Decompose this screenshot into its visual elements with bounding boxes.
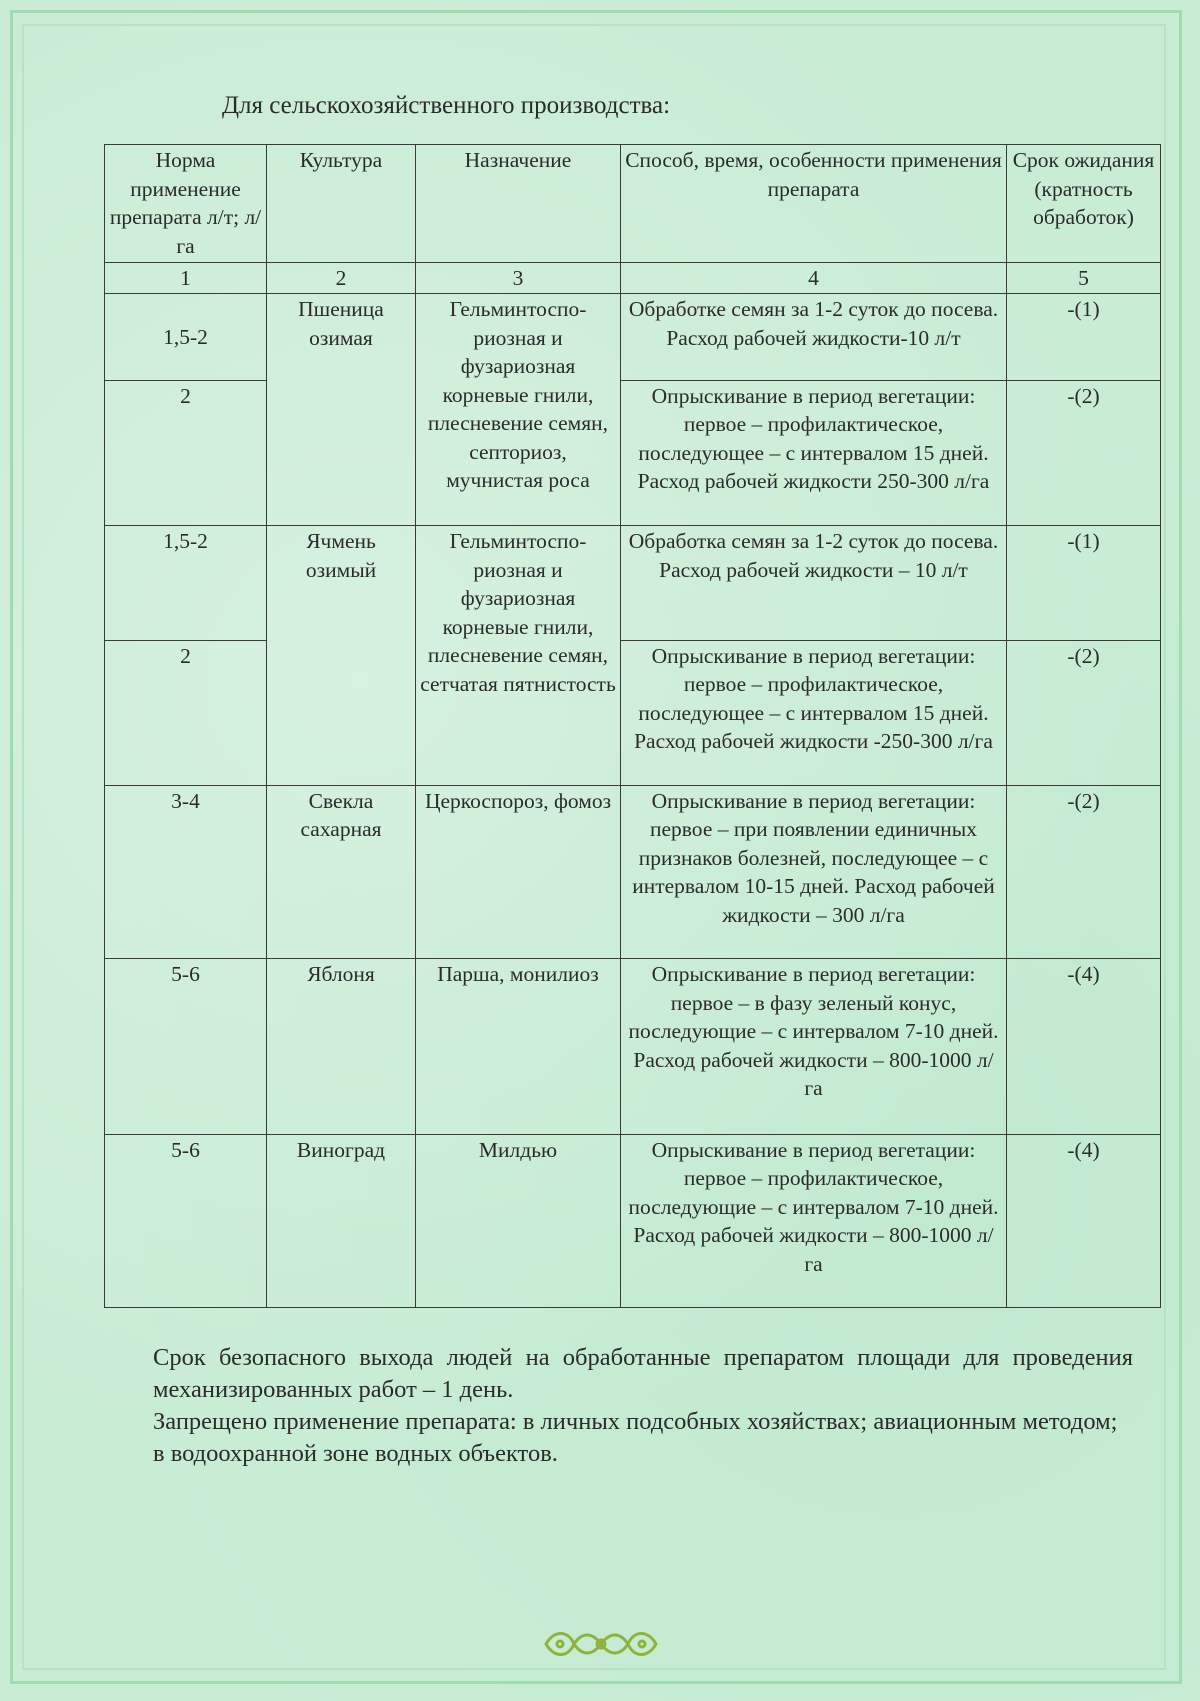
purpose-cell: Церкоспороз, фомоз <box>416 785 621 958</box>
table-row <box>105 294 1161 381</box>
table-row <box>105 380 1161 525</box>
norm-cell: 2 <box>105 380 267 525</box>
header-culture: Культура <box>267 145 416 263</box>
wait-cell: -(4) <box>1007 959 1161 1134</box>
purpose-cell: Гельминтоспо-риозная и фузариозная корневые гнили, плесневение семян, сетчатая пятнистость <box>416 526 621 786</box>
wait-cell: -(1) <box>1007 294 1161 381</box>
norm-cell: 1,5-2 <box>105 526 267 641</box>
norm-cell: 5-6 <box>105 959 267 1134</box>
floral-ornament-icon <box>540 1626 662 1662</box>
method-cell: Опрыскивание в период вегетации: первое – профилактическое, последующее – с интервалом 15 дней. Расход рабочей жидкости 250-300 л/га <box>621 380 1007 525</box>
table-row <box>105 1134 1161 1307</box>
method-cell: Опрыскивание в период вегетации: первое – профилактическое, последующее – с интервалом 15 дней. Расход рабочей жидкости -250-300 л/га <box>621 640 1007 785</box>
culture-cell: Яблоня <box>267 959 416 1134</box>
column-number: 1 <box>105 263 267 294</box>
column-number: 4 <box>621 263 1007 294</box>
section-heading: Для сельскохозяйственного производства: <box>222 92 671 119</box>
norm-cell: 5-6 <box>105 1134 267 1307</box>
column-number: 5 <box>1007 263 1161 294</box>
header-norm: Норма применение препарата л/т; л/га <box>105 145 267 263</box>
table-row <box>105 640 1161 785</box>
header-purpose: Назначение <box>416 145 621 263</box>
method-cell: Опрыскивание в период вегетации: первое – профилактическое, последующие – с интервалом 7-10 дней. Расход рабочей жидкости – 800-1000 л/га <box>621 1134 1007 1307</box>
wait-cell: -(2) <box>1007 640 1161 785</box>
column-number-row <box>105 263 1161 294</box>
purpose-cell: Милдью <box>416 1134 621 1307</box>
culture-cell: Пшеница озимая <box>267 294 416 526</box>
purpose-cell: Парша, монилиоз <box>416 959 621 1134</box>
wait-cell: -(4) <box>1007 1134 1161 1307</box>
table-row <box>105 959 1161 1134</box>
method-cell: Обработка семян за 1-2 суток до посева. Расход рабочей жидкости – 10 л/т <box>621 526 1007 641</box>
wait-cell: -(1) <box>1007 526 1161 641</box>
purpose-cell: Гельминтоспо-риозная и фузариозная корневые гнили, плесневение семян, септориоз, мучнистая роса <box>416 294 621 526</box>
culture-cell: Свекла сахарная <box>267 785 416 958</box>
norm-cell: 3-4 <box>105 785 267 958</box>
method-cell: Опрыскивание в период вегетации: первое – в фазу зеленый конус, последующие – с интервалом 7-10 дней. Расход рабочей жидкости – 800-1000 л/га <box>621 959 1007 1134</box>
column-number: 2 <box>267 263 416 294</box>
header-wait: Срок ожидания (кратность обработок) <box>1007 145 1161 263</box>
culture-cell: Ячмень озимый <box>267 526 416 786</box>
method-cell: Обработке семян за 1-2 суток до посева. Расход рабочей жидкости-10 л/т <box>621 294 1007 381</box>
culture-cell: Виноград <box>267 1134 416 1307</box>
table-row <box>105 526 1161 641</box>
wait-cell: -(2) <box>1007 380 1161 525</box>
table-row <box>105 785 1161 958</box>
wait-cell: -(2) <box>1007 785 1161 958</box>
norm-cell: 2 <box>105 640 267 785</box>
norm-cell: 1,5-2 <box>105 294 267 381</box>
table-header-row <box>105 145 1161 263</box>
notes-block <box>153 1342 1133 1470</box>
prohibition-note: Запрещено применение препарата: в личных подсобных хозяйствах; авиационным методом; в водоохранной зоне водных объектов. <box>153 1408 1118 1467</box>
header-method: Способ, время, особенности применения препарата <box>621 145 1007 263</box>
method-cell: Опрыскивание в период вегетации: первое – при появлении единичных признаков болезней, последующее – с интервалом 10-15 дней. Расход рабочей жидкости – 300 л/га <box>621 785 1007 958</box>
safe-exit-note: Срок безопасного выхода людей на обработанные препаратом площади для проведения механизированных работ – 1 день. <box>153 1344 1133 1403</box>
regulation-table <box>104 144 1161 1308</box>
column-number: 3 <box>416 263 621 294</box>
